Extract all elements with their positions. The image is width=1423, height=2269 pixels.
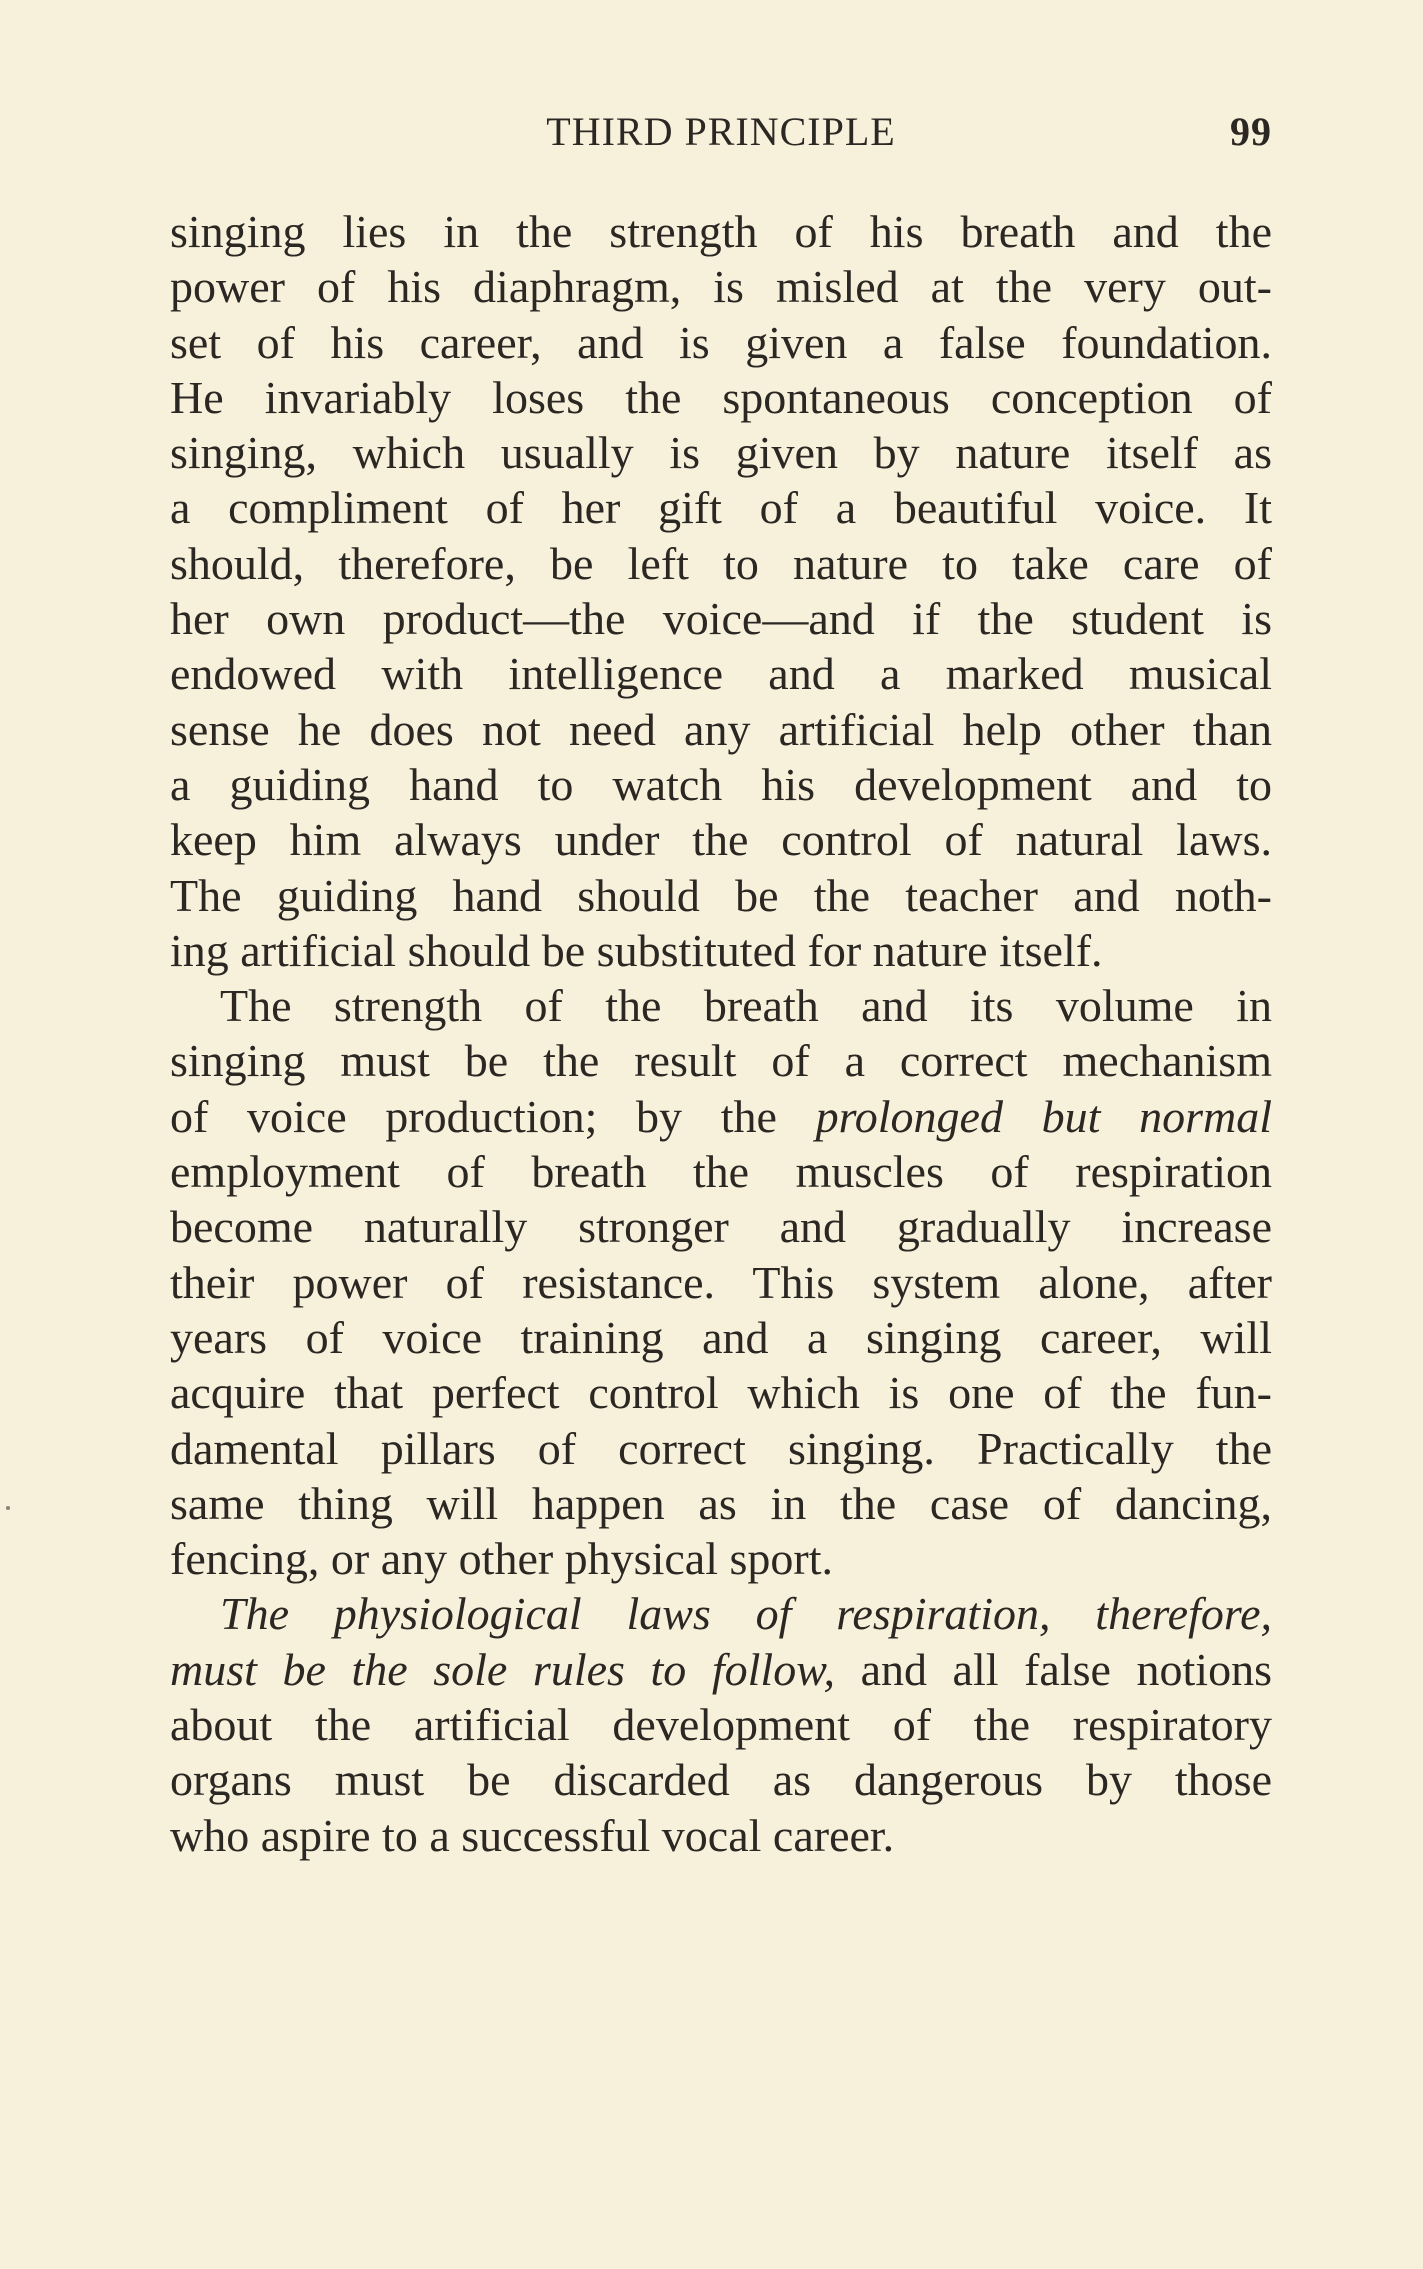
text-line: become naturally stronger and gradually increase — [170, 1201, 1272, 1253]
page-number: 99 — [1230, 109, 1272, 154]
scan-speck — [6, 1506, 10, 1510]
chapter-title: THIRD PRINCIPLE — [546, 109, 896, 154]
text-line: a compliment of her gift of a beautiful voice. It — [170, 482, 1272, 534]
running-head — [170, 108, 1272, 158]
body-text — [170, 204, 1272, 1863]
text-line: damental pillars of correct singing. Practically the — [170, 1422, 1272, 1474]
text-line: about the artificial development of the respiratory — [170, 1699, 1272, 1751]
text-line: singing lies in the strength of his breath and the — [170, 206, 1272, 257]
italic-phrase: prolonged but normal — [815, 1090, 1272, 1142]
text-line: employment of breath the muscles of respiration — [170, 1146, 1272, 1198]
text-line: who aspire to a successful vocal career. — [170, 1809, 895, 1861]
text-segment: of voice production; by the — [170, 1090, 816, 1142]
text-line: ing artificial should be substituted for nature itself. — [170, 924, 1103, 976]
text-line: fencing, or any other physical sport. — [170, 1533, 833, 1585]
text-line — [170, 1089, 1272, 1144]
text-line: The strength of the breath and its volume in — [220, 980, 1272, 1032]
text-segment: and all false notions — [834, 1643, 1272, 1695]
text-line: singing must be the result of a correct mechanism — [170, 1035, 1272, 1087]
text-line — [170, 1642, 1272, 1697]
text-line: same thing will happen as in the case of dancing, — [170, 1477, 1272, 1529]
text-line: sense he does not need any artificial help other than — [170, 703, 1272, 755]
italic-phrase: must be the sole rules to follow, — [170, 1643, 835, 1695]
text-line: The physiological laws of respiration, therefore, — [220, 1588, 1272, 1640]
text-line: endowed with intelligence and a marked musical — [170, 648, 1272, 700]
text-line: their power of resistance. This system alone, after — [170, 1256, 1272, 1308]
text-line: power of his diaphragm, is misled at the very out- — [170, 261, 1272, 313]
text-line: a guiding hand to watch his development and to — [170, 758, 1272, 810]
text-line: acquire that perfect control which is one of the fun- — [170, 1367, 1272, 1419]
text-line: singing, which usually is given by nature itself as — [170, 427, 1272, 479]
text-line: organs must be discarded as dangerous by those — [170, 1754, 1272, 1806]
text-line: set of his career, and is given a false foundation. — [170, 316, 1272, 368]
text-line: years of voice training and a singing career, will — [170, 1311, 1272, 1363]
text-line: The guiding hand should be the teacher and noth- — [170, 869, 1272, 921]
text-line: He invariably loses the spontaneous conception of — [170, 371, 1272, 423]
text-line: keep him always under the control of natural laws. — [170, 814, 1272, 866]
text-line: her own product—the voice—and if the student is — [170, 593, 1272, 645]
text-line: should, therefore, be left to nature to take care of — [170, 537, 1272, 589]
